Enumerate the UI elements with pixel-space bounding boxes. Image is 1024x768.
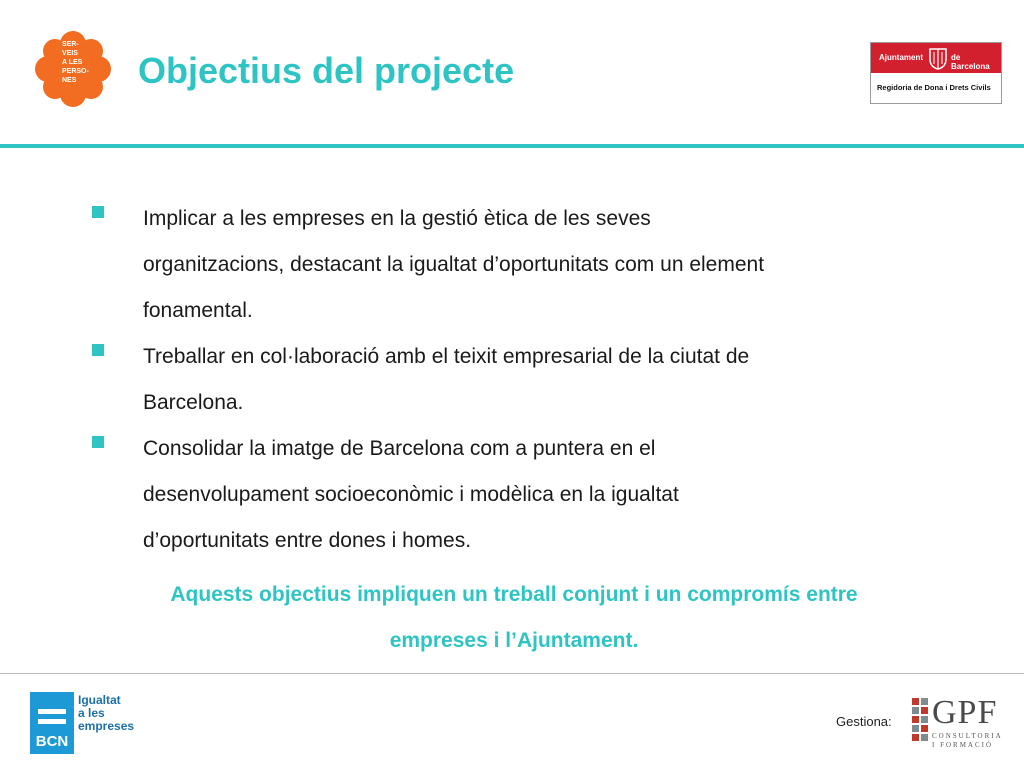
bcn-logo-word: a les [78,706,105,720]
gestiona-label: Gestiona: [836,714,892,729]
flower-logo-line: VEIS [62,50,78,57]
footer-divider [0,673,1024,674]
bcn-logo-words [78,694,134,733]
bcn-logo-word: Igualtat [78,693,121,707]
gpf-mark: GPF [932,694,998,731]
bullet-line: Treballar en col·laboració amb el teixit empresarial de la ciutat de [143,345,750,368]
conclusion-line: empreses i l’Ajuntament. [389,629,639,652]
conclusion-line: Aquests objectius impliquen un treball conjunt i un compromís entre [170,583,858,606]
square-bullet-icon [92,436,104,448]
equals-icon [38,709,66,714]
gpf-subtitle [932,732,1003,750]
ajuntament-left-text: Ajuntament [879,53,923,62]
flower-logo-line: A LES [62,59,83,66]
bullet-line: d’oportunitats entre dones i homes. [143,529,472,552]
list-item [90,334,920,426]
flower-logo-line: PERSO- [62,68,89,75]
gpf-sub-line: CONSULTORIA [932,732,1003,740]
igualtat-a-les-empreses-logo [30,692,140,754]
bcn-badge-text: BCN [35,733,69,750]
flower-logo-line: SER- [62,41,79,48]
bullet-line: Barcelona. [143,391,244,414]
ajuntament-right-text: de Barcelona [951,53,990,71]
bullet-line: Implicar a les empreses en la gestió ètica de les seves [143,207,651,230]
list-item [90,426,920,564]
objectives-list [90,196,920,564]
header-divider [0,144,1024,148]
bullet-line: desenvolupament socioeconòmic i modèlica en la igualtat [143,483,679,506]
ajuntament-subtitle: Regidoria de Dona i Drets Civils [877,83,991,92]
bcn-badge [30,692,74,754]
barcelona-emblem-icon [928,46,948,70]
flower-logo-line: NES [62,77,77,84]
ajuntament-banner [871,43,1001,73]
gpf-consultoria-logo [910,694,1003,752]
square-bullet-icon [92,344,104,356]
square-bullet-icon [92,206,104,218]
ajuntament-barcelona-logo [870,42,1002,104]
serveis-a-les-persones-logo [34,30,112,108]
page-title: Objectius del projecte [138,50,515,91]
conclusion-text [84,572,944,664]
bullet-line: Consolidar la imatge de Barcelona com a puntera en el [143,437,656,460]
bullet-line: fonamental. [143,299,253,322]
list-item [90,196,920,334]
bullet-line: organitzacions, destacant la igualtat d’oportunitats com un element [143,253,765,276]
bcn-logo-word: empreses [78,719,135,733]
gpf-sub-line: I FORMACIÓ [932,741,994,749]
